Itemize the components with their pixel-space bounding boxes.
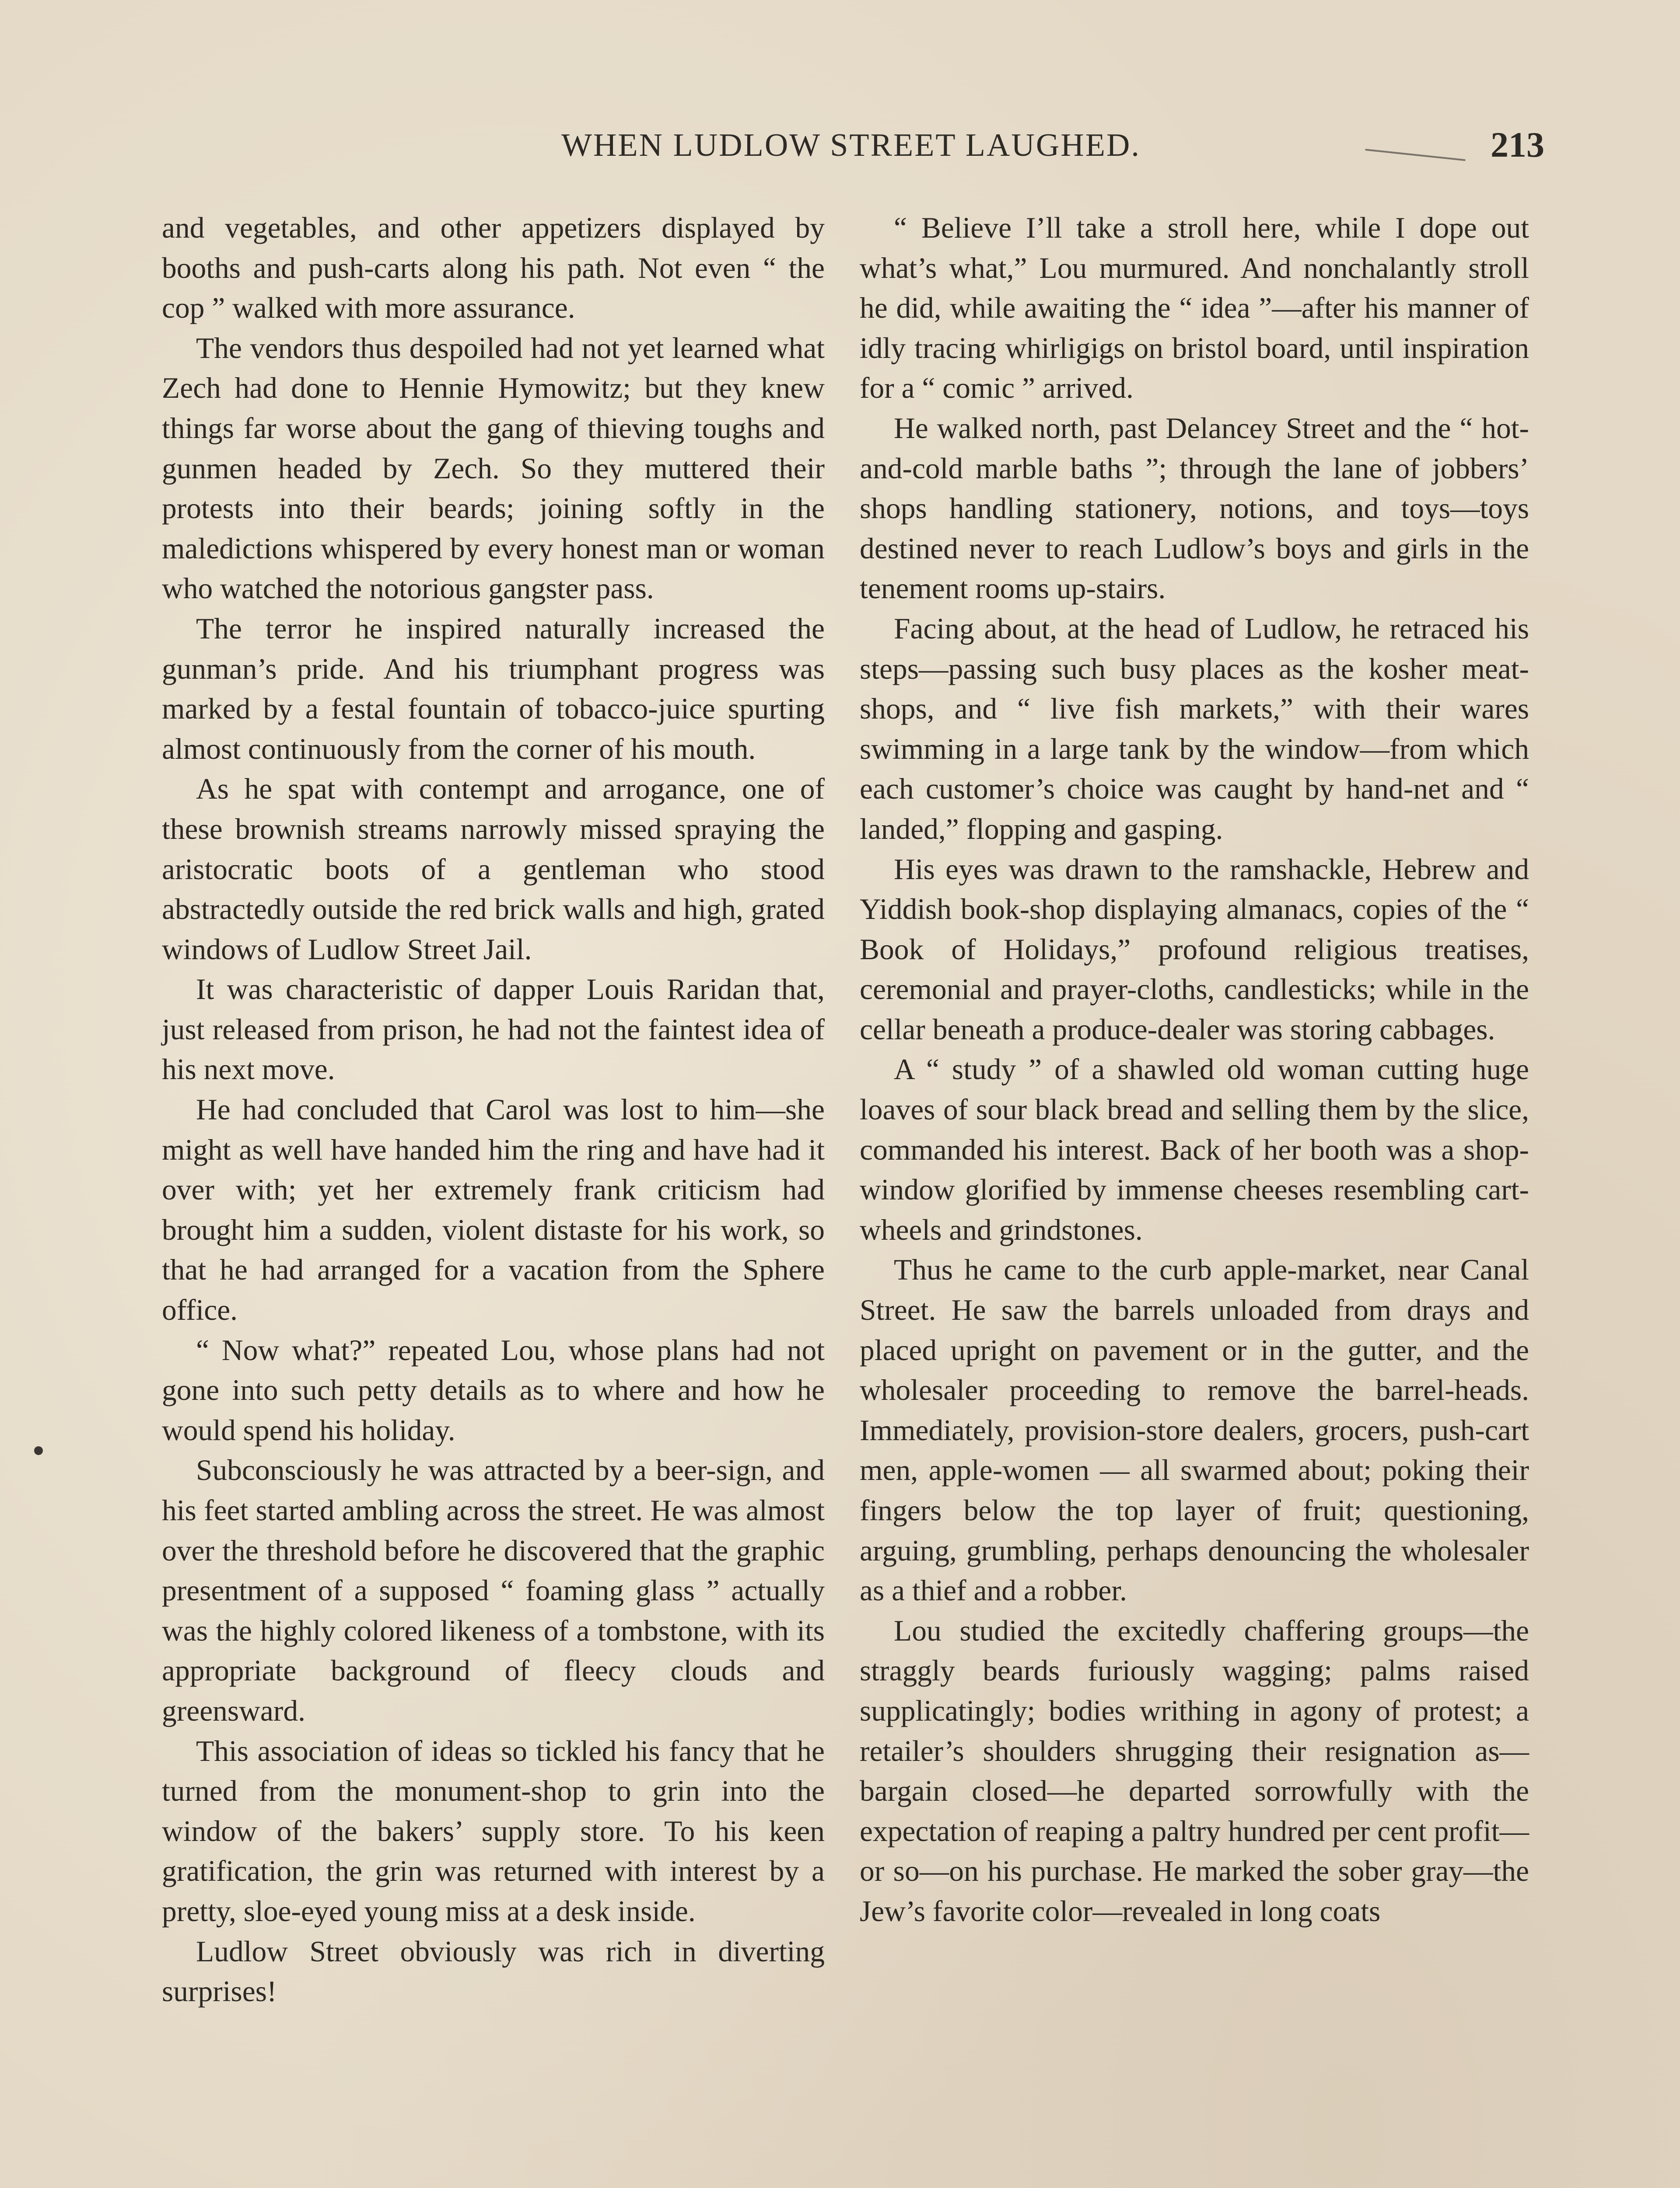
page-number: 213 [1491,125,1544,165]
paragraph: The vendors thus despoiled had not yet learned what Zech had done to Hennie Hymowitz; but they knew things far worse about the gang of thieving toughs and gunmen headed by Zech. So they muttered their protests into their beards; joining softly in the maledictions whispered by every honest man or woman who watched the notorious gangster pass. [162,331,825,605]
paragraph: This association of ideas so tickled his fancy that he turned from the monument-shop to grin into the window of the bakers’ supply store. To his keen gratification, the grin was returned with interest by a pretty, sloe-eyed young miss at a desk inside. [162,1734,825,1928]
paragraph: Subconsciously he was attracted by a beer-sign, and his feet started ambling across the street. He was almost over the threshold before he discovered that the graphic presentment of a supposed “ foaming glass ” actually was the highly colored likeness of a tombstone, with its appropriate background of fleecy clouds and greensward. [162,1454,825,1727]
paragraph: “ Believe I’ll take a stroll here, while I dope out what’s what,” Lou murmured. And nonchalantly stroll he did, while awaiting the “ idea ”—after his manner of idly tracing whirligigs on bristol board, until inspiration for a “ comic ” arrived. [860,211,1529,405]
page-header [162,125,1544,175]
paragraph: The terror he inspired naturally increased the gunman’s pride. And his triumphant progress was marked by a festal fountain of tobacco-juice spurting almost continuously from the corner of his mouth. [162,612,825,765]
running-title: WHEN LUDLOW STREET LAUGHED. [561,127,1141,163]
paragraph: A “ study ” of a shawled old woman cutting huge loaves of sour black bread and selling them by the slice, commanded his interest. Back of her booth was a shop-window glorified by immense cheeses resembling cart-wheels and grindstones. [860,1053,1529,1246]
paragraph: Ludlow Street obviously was rich in diverting surprises! [162,1935,825,2008]
paragraph: Thus he came to the curb apple-market, near Canal Street. He saw the barrels unloaded from drays and placed upright on pavement or in the gutter, and the wholesaler proceeding to remove the barrel-heads. Immediately, provision-store dealers, grocers, push-cart men, apple-women — all swarmed about; poking their fingers below the top layer of fruit; questioning, arguing, grumbling, perhaps denouncing the wholesaler as a thief and a robber. [860,1253,1529,1607]
paragraph: Facing about, at the head of Ludlow, he retraced his steps—passing such busy places as the kosher meat-shops, and “ live fish markets,” with their wares swimming in a large tank by the window—from which each customer’s choice was caught by hand-net and “ landed,” flopping and gasping. [860,612,1529,845]
paragraph: His eyes was drawn to the ramshackle, Hebrew and Yiddish book-shop displaying almanacs, copies of the “ Book of Holidays,” profound religious treatises, ceremonial and prayer-cloths, candlesticks; while in the cellar beneath a produce-dealer was storing cabbages. [860,852,1529,1046]
ink-dot [34,1446,43,1455]
paragraph: It was characteristic of dapper Louis Raridan that, just released from prison, he had not the faintest idea of his next move. [162,973,825,1086]
paragraph: As he spat with contempt and arrogance, one of these brownish streams narrowly missed spraying the aristocratic boots of a gentleman who stood abstractedly outside the red brick walls and high, grated windows of Ludlow Street Jail. [162,772,825,966]
paragraph: He had concluded that Carol was lost to him—she might as well have handed him the ring and have had it over with; yet her extremely frank criticism had brought him a sudden, violent distaste for his work, so that he had arranged for a vacation from the Sphere office. [162,1093,825,1327]
paragraph: “ Now what?” repeated Lou, whose plans had not gone into such petty details as to where and how he would spend his holiday. [162,1333,825,1447]
paragraph: He walked north, past Delancey Street and the “ hot-and-cold marble baths ”; through the lane of jobbers’ shops handling stationery, notions, and toys—toys destined never to reach Ludlow’s boys and girls in the tenement rooms up-stairs. [860,411,1529,605]
right-column [860,208,1529,1932]
paragraph: Lou studied the excitedly chaffering groups—the straggly beards furiously wagging; palms raised supplicatingly; bodies writhing in agony of protest; a retailer’s shoulders shrugging their resignation as—bargain closed—he departed sorrowfully with the expectation of reaping a paltry hundred per cent profit—or so—on his purchase. He marked the sober gray—the Jew’s favorite color—revealed in long coats [860,1614,1529,1928]
left-column [162,208,825,2012]
paragraph: and vegetables, and other appetizers displayed by booths and push-carts along his path. Not even “ the cop ” walked with more assurance. [162,211,825,325]
